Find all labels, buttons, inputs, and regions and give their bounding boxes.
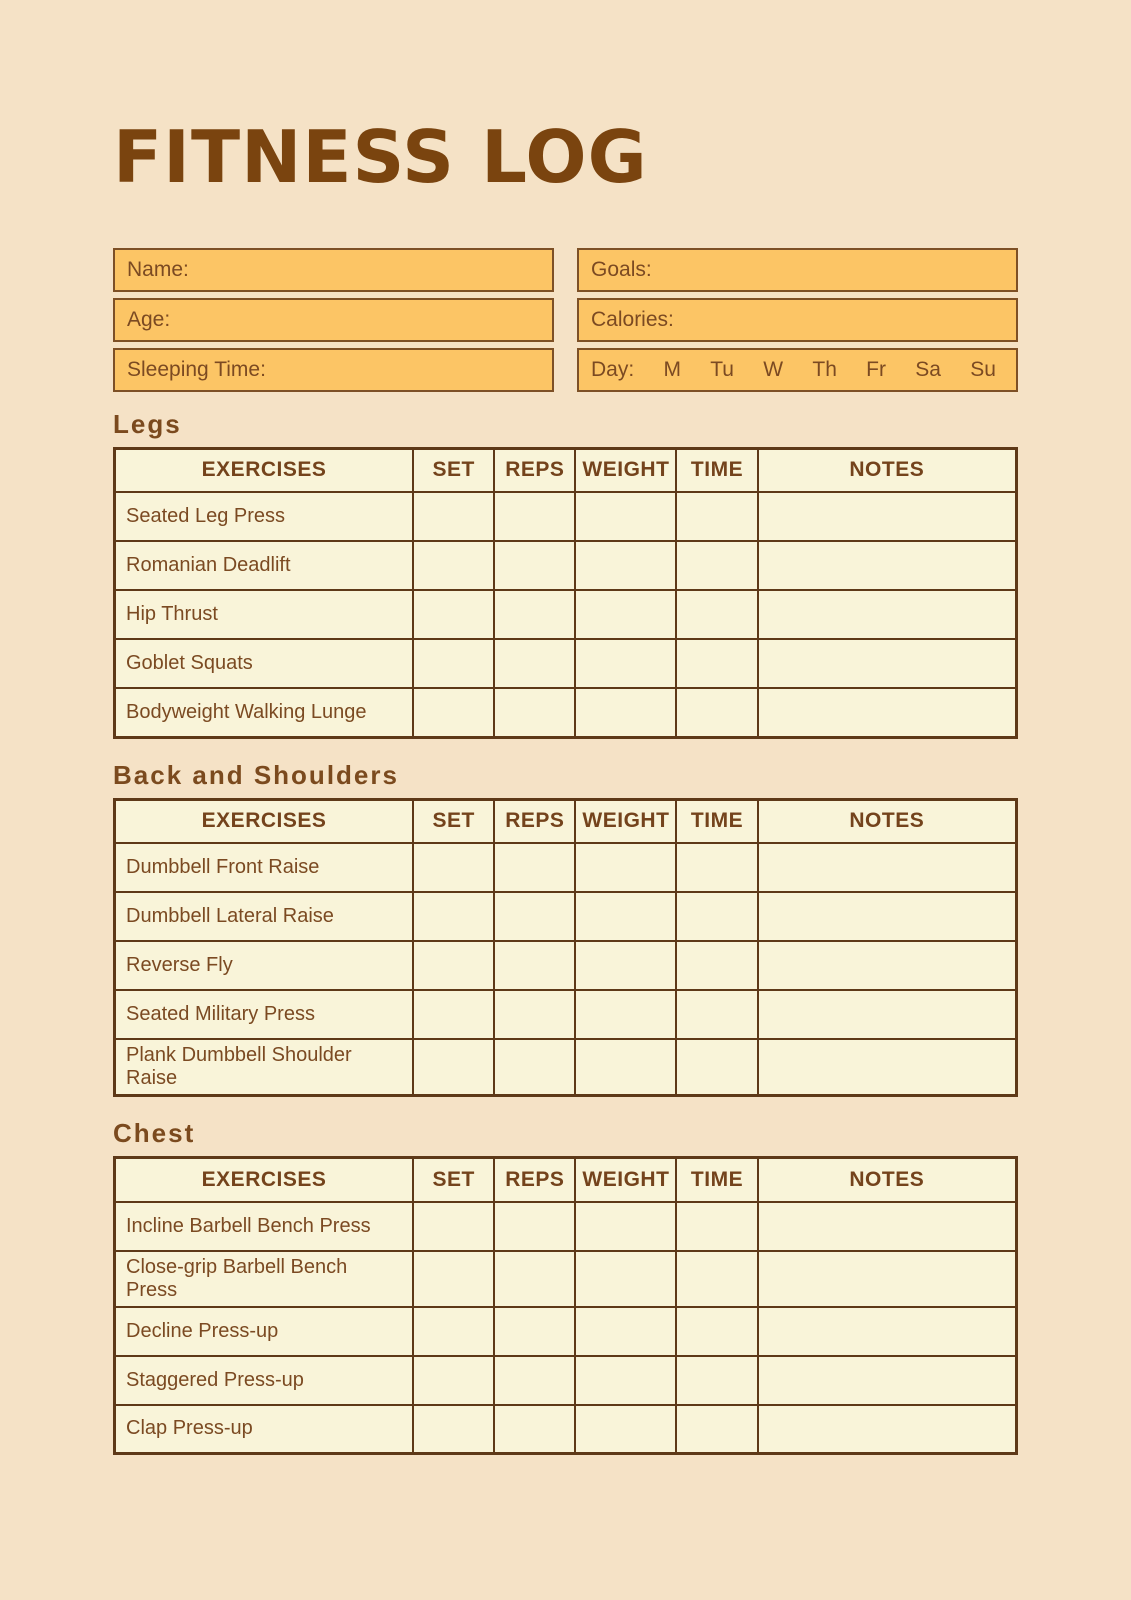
table-row <box>115 941 1017 990</box>
set-cell[interactable] <box>413 688 494 737</box>
col-header-notes: NOTES <box>758 448 1017 492</box>
col-header-set: SET <box>413 448 494 492</box>
time-cell[interactable] <box>676 990 757 1039</box>
notes-cell[interactable] <box>758 688 1017 737</box>
age-field[interactable] <box>113 298 554 342</box>
exercise-name: Dumbbell Front Raise <box>115 843 414 892</box>
table-row <box>115 492 1017 541</box>
col-header-reps: REPS <box>494 448 575 492</box>
weight-cell[interactable] <box>575 492 676 541</box>
time-cell[interactable] <box>676 1307 757 1356</box>
reps-cell[interactable] <box>494 1251 575 1307</box>
time-cell[interactable] <box>676 1202 757 1251</box>
col-header-weight: WEIGHT <box>575 1158 676 1202</box>
info-form <box>113 248 1018 392</box>
reps-cell[interactable] <box>494 990 575 1039</box>
table-row <box>115 843 1017 892</box>
set-cell[interactable] <box>413 941 494 990</box>
col-header-notes: NOTES <box>758 1158 1017 1202</box>
table-row <box>115 1251 1017 1307</box>
day-option-sunday[interactable]: Su <box>970 357 996 381</box>
table-row <box>115 990 1017 1039</box>
exercise-name: Seated Leg Press <box>115 492 414 541</box>
reps-cell[interactable] <box>494 1039 575 1096</box>
notes-cell[interactable] <box>758 990 1017 1039</box>
day-option-thursday[interactable]: Th <box>812 357 837 381</box>
weight-cell[interactable] <box>575 639 676 688</box>
sleeping-time-field[interactable] <box>113 348 554 392</box>
reps-cell[interactable] <box>494 1202 575 1251</box>
reps-cell[interactable] <box>494 590 575 639</box>
exercise-name: Seated Military Press <box>115 990 414 1039</box>
name-field[interactable] <box>113 248 554 292</box>
col-header-time: TIME <box>676 1158 757 1202</box>
reps-cell[interactable] <box>494 843 575 892</box>
table-row <box>115 1307 1017 1356</box>
weight-cell[interactable] <box>575 541 676 590</box>
weight-cell[interactable] <box>575 1405 676 1454</box>
exercise-name: Bodyweight Walking Lunge <box>115 688 414 737</box>
reps-cell[interactable] <box>494 639 575 688</box>
weight-cell[interactable] <box>575 892 676 941</box>
weight-cell[interactable] <box>575 1251 676 1307</box>
notes-cell[interactable] <box>758 1405 1017 1454</box>
table-row <box>115 639 1017 688</box>
weight-cell[interactable] <box>575 1307 676 1356</box>
set-cell[interactable] <box>413 1039 494 1096</box>
day-option-tuesday[interactable]: Tu <box>710 357 734 381</box>
col-header-notes: NOTES <box>758 799 1017 843</box>
notes-cell[interactable] <box>758 843 1017 892</box>
col-header-exercises: EXERCISES <box>115 799 414 843</box>
weight-cell[interactable] <box>575 1039 676 1096</box>
table-row <box>115 1405 1017 1454</box>
time-cell[interactable] <box>676 492 757 541</box>
exercise-name: Hip Thrust <box>115 590 414 639</box>
set-cell[interactable] <box>413 990 494 1039</box>
notes-cell[interactable] <box>758 590 1017 639</box>
notes-cell[interactable] <box>758 492 1017 541</box>
header-row <box>115 448 1017 492</box>
set-cell[interactable] <box>413 1356 494 1405</box>
day-option-friday[interactable]: Fr <box>866 357 886 381</box>
time-cell[interactable] <box>676 1405 757 1454</box>
col-header-time: TIME <box>676 799 757 843</box>
time-cell[interactable] <box>676 892 757 941</box>
time-cell[interactable] <box>676 843 757 892</box>
exercise-name: Goblet Squats <box>115 639 414 688</box>
day-field <box>577 348 1018 392</box>
time-cell[interactable] <box>676 541 757 590</box>
exercise-name: Incline Barbell Bench Press <box>115 1202 414 1251</box>
notes-cell[interactable] <box>758 892 1017 941</box>
goals-field[interactable] <box>577 248 1018 292</box>
table-row <box>115 1202 1017 1251</box>
exercise-name: Reverse Fly <box>115 941 414 990</box>
table-row <box>115 688 1017 737</box>
goals-label: Goals: <box>591 257 652 281</box>
exercise-name: Close-grip Barbell Bench Press <box>115 1251 414 1307</box>
time-cell[interactable] <box>676 639 757 688</box>
col-header-reps: REPS <box>494 799 575 843</box>
day-option-monday[interactable]: M <box>663 357 681 381</box>
col-header-reps: REPS <box>494 1158 575 1202</box>
col-header-time: TIME <box>676 448 757 492</box>
time-cell[interactable] <box>676 1039 757 1096</box>
reps-cell[interactable] <box>494 1405 575 1454</box>
header-row <box>115 799 1017 843</box>
col-header-set: SET <box>413 1158 494 1202</box>
col-header-exercises: EXERCISES <box>115 1158 414 1202</box>
header-row <box>115 1158 1017 1202</box>
notes-cell[interactable] <box>758 541 1017 590</box>
age-label: Age: <box>127 307 171 331</box>
section-title-chest: Chest <box>113 1118 196 1149</box>
time-cell[interactable] <box>676 1251 757 1307</box>
day-option-wednesday[interactable]: W <box>763 357 784 381</box>
exercise-name: Dumbbell Lateral Raise <box>115 892 414 941</box>
day-option-saturday[interactable]: Sa <box>915 357 941 381</box>
col-header-weight: WEIGHT <box>575 799 676 843</box>
time-cell[interactable] <box>676 941 757 990</box>
time-cell[interactable] <box>676 590 757 639</box>
notes-cell[interactable] <box>758 941 1017 990</box>
table-row <box>115 892 1017 941</box>
weight-cell[interactable] <box>575 590 676 639</box>
name-label: Name: <box>127 257 189 281</box>
set-cell[interactable] <box>413 541 494 590</box>
weight-cell[interactable] <box>575 990 676 1039</box>
chest-table <box>113 1156 1018 1455</box>
notes-cell[interactable] <box>758 639 1017 688</box>
day-label: Day: <box>591 357 635 381</box>
weight-cell[interactable] <box>575 1202 676 1251</box>
table-row <box>115 541 1017 590</box>
back-shoulders-table <box>113 798 1018 1098</box>
set-cell[interactable] <box>413 892 494 941</box>
exercise-name: Romanian Deadlift <box>115 541 414 590</box>
set-cell[interactable] <box>413 1251 494 1307</box>
reps-cell[interactable] <box>494 688 575 737</box>
col-header-weight: WEIGHT <box>575 448 676 492</box>
section-title-legs: Legs <box>113 408 182 439</box>
notes-cell[interactable] <box>758 1356 1017 1405</box>
exercise-name: Plank Dumbbell Shoulder Raise <box>115 1039 414 1096</box>
page-title: FITNESS LOG <box>113 115 648 199</box>
table-row <box>115 1356 1017 1405</box>
notes-cell[interactable] <box>758 1251 1017 1307</box>
weight-cell[interactable] <box>575 941 676 990</box>
col-header-exercises: EXERCISES <box>115 448 414 492</box>
exercise-name: Clap Press-up <box>115 1405 414 1454</box>
weight-cell[interactable] <box>575 688 676 737</box>
weight-cell[interactable] <box>575 1356 676 1405</box>
set-cell[interactable] <box>413 1405 494 1454</box>
reps-cell[interactable] <box>494 892 575 941</box>
set-cell[interactable] <box>413 1307 494 1356</box>
exercise-name: Staggered Press-up <box>115 1356 414 1405</box>
col-header-set: SET <box>413 799 494 843</box>
reps-cell[interactable] <box>494 492 575 541</box>
reps-cell[interactable] <box>494 541 575 590</box>
set-cell[interactable] <box>413 1202 494 1251</box>
table-row <box>115 590 1017 639</box>
set-cell[interactable] <box>413 492 494 541</box>
exercise-name: Decline Press-up <box>115 1307 414 1356</box>
notes-cell[interactable] <box>758 1202 1017 1251</box>
notes-cell[interactable] <box>758 1039 1017 1096</box>
set-cell[interactable] <box>413 590 494 639</box>
legs-table <box>113 447 1018 739</box>
set-cell[interactable] <box>413 639 494 688</box>
time-cell[interactable] <box>676 688 757 737</box>
reps-cell[interactable] <box>494 941 575 990</box>
set-cell[interactable] <box>413 843 494 892</box>
section-title-back-shoulders: Back and Shoulders <box>113 759 399 790</box>
time-cell[interactable] <box>676 1356 757 1405</box>
table-row <box>115 1039 1017 1096</box>
sleeping-time-label: Sleeping Time: <box>127 357 266 381</box>
calories-field[interactable] <box>577 298 1018 342</box>
reps-cell[interactable] <box>494 1307 575 1356</box>
reps-cell[interactable] <box>494 1356 575 1405</box>
weight-cell[interactable] <box>575 843 676 892</box>
calories-label: Calories: <box>591 307 674 331</box>
notes-cell[interactable] <box>758 1307 1017 1356</box>
